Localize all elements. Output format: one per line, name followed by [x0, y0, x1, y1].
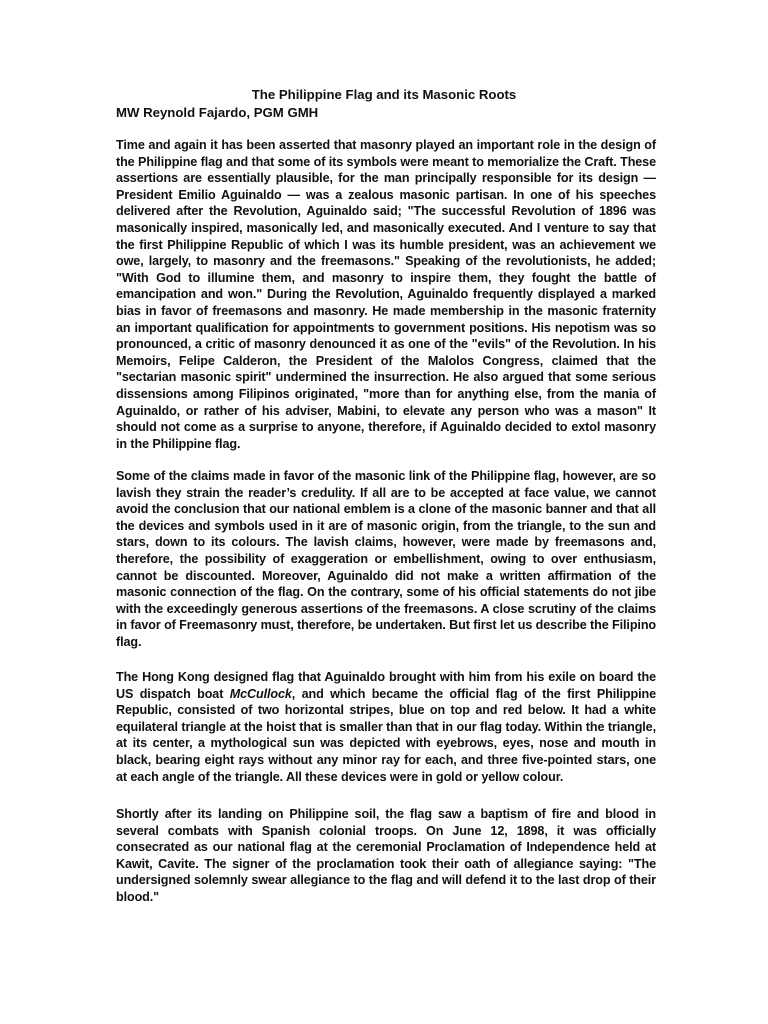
document-title: The Philippine Flag and its Masonic Roots	[251, 87, 517, 102]
ship-name: McCullock	[229, 686, 292, 701]
paragraph-3-text-start: The Hong Kong designed flag that Aguinaldo brought with him from his exile on board the US dispatch boat	[116, 670, 656, 701]
paragraph-3	[116, 669, 656, 785]
paragraph-1: Time and again it has been asserted that masonry played an important role in the design of the Philippine flag and that some of its symbols were meant to memorialize the Craft. These assertions are essentially plausible, for the man principally responsible for its design — President Emilio Aguinaldo — was a zealous masonic partisan. In one of his speeches delivered after the Revolution, Aguinaldo said; "The successful Revolution of 1896 was masonically inspired, masonically led, and masonically executed. And I venture to say that the first Philippine Republic of which I was its humble president, was an achievement we owe, largely, to masonry and the freemasons." Speaking of the revolutionists, he added; "With God to illumine them, and masonry to inspire them, they fought the battle of emancipation and won." During the Revolution, Aguinaldo frequently displayed a marked bias in favor of freemasons and masonry. He made membership in the masonic fraternity an important qualification for appointments to government positions. His nepotism was so pronounced, a critic of masonry denounced it as one of the "evils" of the Revolution. In his Memoirs, Felipe Calderon, the President of the Malolos Congress, claimed that the "sectarian masonic spirit" undermined the insurrection. He also argued that some serious dissensions among Filipinos originated, "more than for anything else, from the mania of Aguinaldo, or rather of his adviser, Mabini, to elevate any person who was a mason" It should not come as a surprise to anyone, therefore, if Aguinaldo decided to extol masonry in the Philippine flag.	[116, 138, 656, 451]
paragraph-3-text-end: , and which became the official flag of the first Philippine Republic, consisted of two horizontal stripes, blue on top and red below. It had a white equilateral triangle at the hoist that is smaller than that in our flag today. Within the triangle, at its center, a mythological sun was depicted with eyebrows, eyes, nose and mouth in black, bearing eight rays without any minor ray for each, and three five-pointed stars, one at each angle of the triangle. All these devices were in gold or yellow colour.	[116, 686, 656, 784]
document-author: MW Reynold Fajardo, PGM GMH	[116, 105, 319, 120]
paragraph-2: Some of the claims made in favor of the masonic link of the Philippine flag, however, are so lavish they strain the reader’s credulity. If all are to be accepted at face value, we cannot avoid the conclusion that our national emblem is a clone of the masonic banner and that all the devices and symbols used in it are of masonic origin, from the triangle, to the sun and stars, down to its colours. The lavish claims, however, were made by freemasons and, therefore, the possibility of exaggeration or embellishment, owing to over enthusiasm, cannot be discounted. Moreover, Aguinaldo did not make a written affirmation of the masonic connection of the flag. On the contrary, some of his official statements do not jibe with the exceedingly generous assertions of the freemasons. A close scrutiny of the claims in favor of Freemasonry must, therefore, be undertaken. But first let us describe the Filipino flag.	[116, 469, 656, 649]
paragraph-4: Shortly after its landing on Philippine soil, the flag saw a baptism of fire and blood in several combats with Spanish colonial troops. On June 12, 1898, it was officially consecrated as our national flag at the ceremonial Proclamation of Independence held at Kawit, Cavite. The signer of the proclamation took their oath of allegiance saying: "The undersigned solemnly swear allegiance to the flag and will defend it to the last drop of their blood."	[116, 807, 656, 904]
